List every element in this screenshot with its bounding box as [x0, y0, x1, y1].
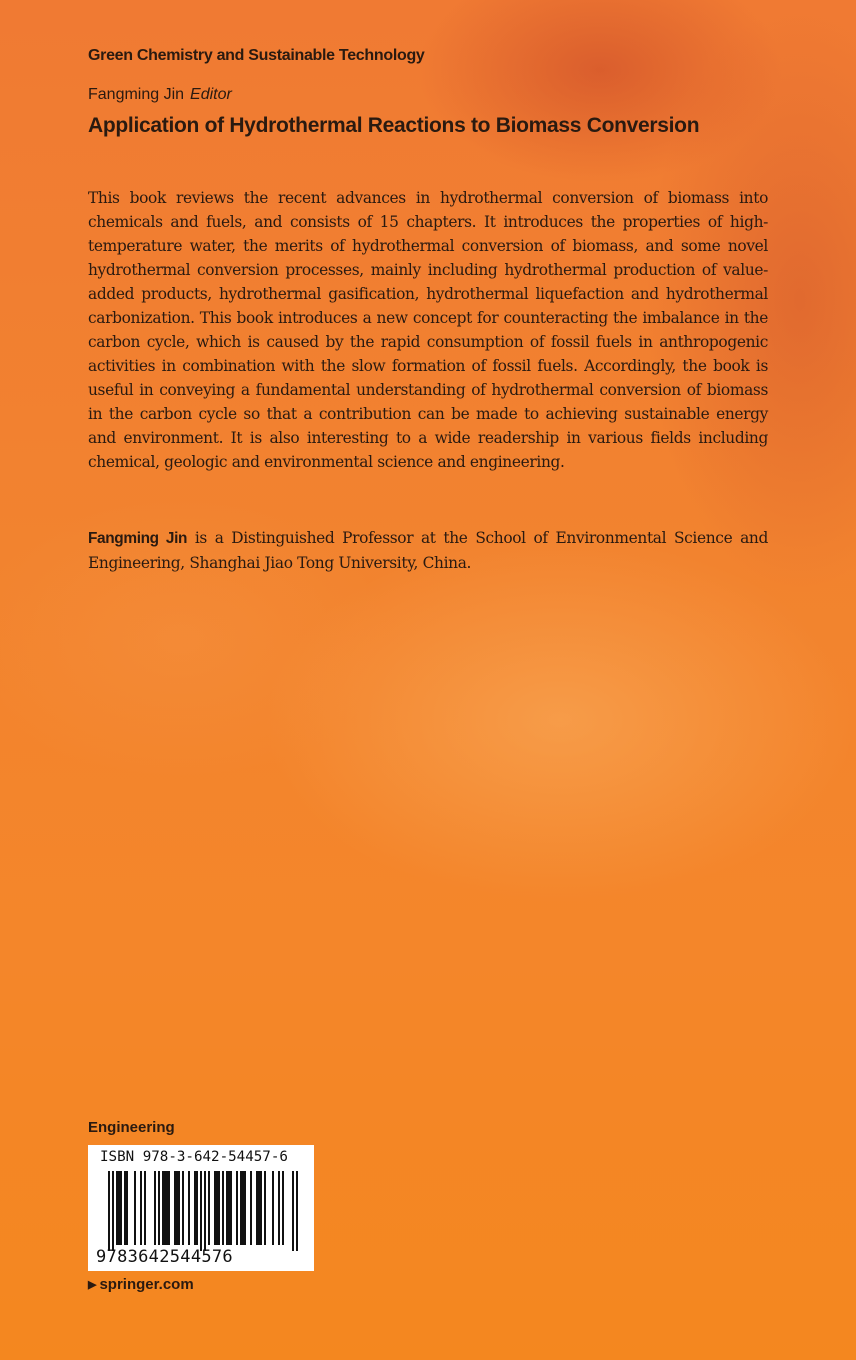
bio-author-name: Fangming Jin [88, 530, 188, 547]
ean-digits: 9783642544576 [96, 1247, 233, 1267]
author-bio [88, 526, 768, 575]
publisher-link[interactable] [88, 1276, 194, 1293]
triangle-right-icon: ▶ [88, 1279, 97, 1291]
editor-name: Fangming Jin [88, 86, 185, 103]
bio-text: is a Distinguished Professor at the School of Environmental Science and Engineering, Shanghai Jiao Tong University, China. [88, 529, 768, 572]
book-blurb: This book reviews the recent advances in hydrothermal conversion of biomass into chemicals and fuels, and consists of 15 chapters. It introduces the properties of high-temperature water, the merits of hydrothermal conversion of biomass, and some novel hydrothermal conversion processes, mainly including hydrothermal production of value-added products, hydrothermal gasification, hydrothermal liquefaction and hydrothermal carbonization. This book introduces a new concept for counteracting the imbalance in the carbon cycle, which is caused by the rapid consumption of fossil fuels in anthropogenic activities in combination with the slow formation of fossil fuels. Accordingly, the book is useful in conveying a fundamental understanding of hydrothermal conversion of biomass in the carbon cycle so that a contribution can be made to achieving sustainable energy and environment. It is also interesting to a wide readership in various fields including chemical, geologic and environmental science and engineering. [88, 189, 768, 471]
editor-line [88, 86, 232, 104]
series-title: Green Chemistry and Sustainable Technology [88, 47, 425, 64]
editor-role: Editor [190, 86, 232, 103]
publisher-url: springer.com [99, 1276, 194, 1293]
subject-label: Engineering [88, 1119, 175, 1136]
barcode-box [88, 1145, 314, 1271]
book-title: Application of Hydrothermal Reactions to Biomass Conversion [88, 114, 700, 137]
isbn-text: ISBN 978-3-642-54457-6 [100, 1149, 288, 1165]
